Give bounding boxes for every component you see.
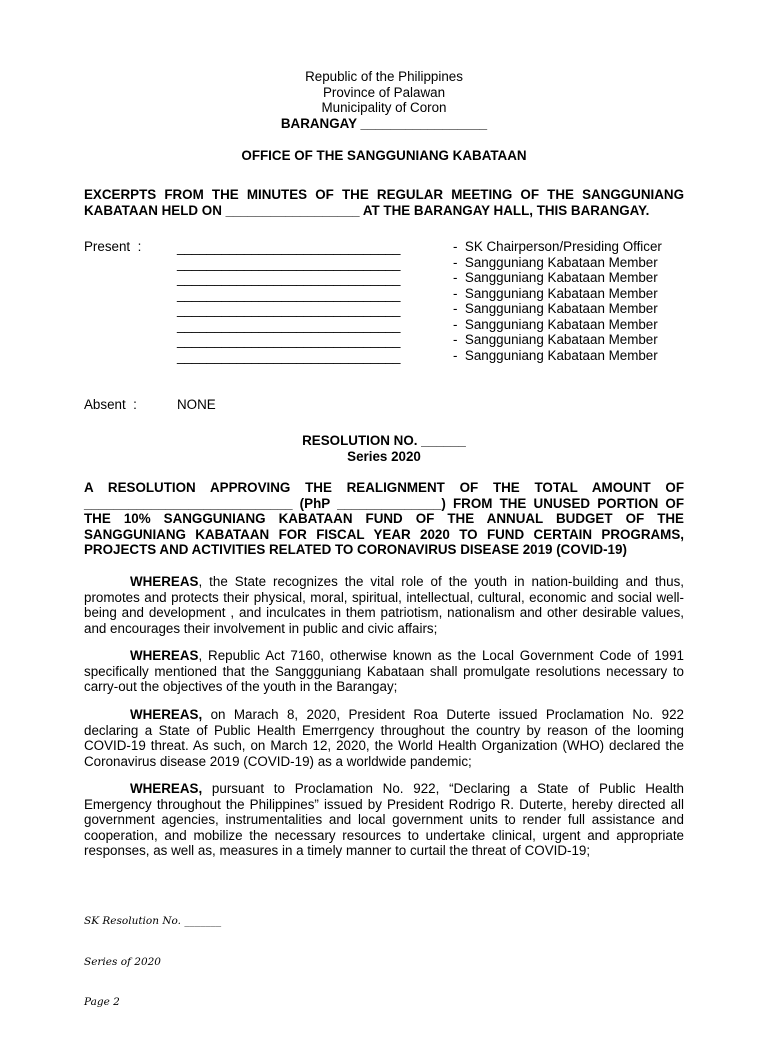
excerpt-heading: EXCERPTS FROM THE MINUTES OF THE REGULAR MEETING OF THE SANGGUNIANG KABATAAN HELD ON __________________ AT THE BARANGAY HALL, THIS BARANGAY. [84,187,684,218]
page-footer [84,888,221,1037]
header-barangay: BARANGAY _________________ [280,115,488,131]
office-title: OFFICE OF THE SANGGUNIANG KABATAAN [241,148,527,163]
present-role: - Sangguniang Kabataan Member [453,301,658,316]
footer-series: Series of 2020 [84,955,161,968]
present-signature-line: ______________________________ [177,256,401,271]
whereas-lead: WHEREAS, [130,707,203,722]
present-signature-line: ______________________________ [177,349,401,364]
whereas-clause [84,648,684,695]
whereas-text: pursuant to Proclamation No. 922, “Declaring a State of Public Health Emergency throughout the Philippines” issued by President Rodrigo R. Duterte, hereby directed all government agencies, instrumentalities and local government units to render full assistance and cooperation, and mobilize the necessary resources to undertake clinical, urgent and appropriate responses, as well as, measures in a timely manner to curtail the threat of COVID-19; [84,781,684,859]
whereas-text: on Marach 8, 2020, President Roa Duterte issued Proclamation No. 922 declaring a State of Public Health Emerrgency throughout the country by reason of the looming COVID-19 threat. As such, on March 12, 2020, the World Health Organization (WHO) declared the Coronavirus disease 2019 (COVID-19) as a worldwide pandemic; [84,707,684,769]
present-role: - Sangguniang Kabataan Member [453,286,658,301]
header-province: Province of Palawan [322,84,446,100]
present-signature-line: ______________________________ [177,287,401,302]
footer-resolution-no: SK Resolution No. _______ [84,915,222,927]
present-signature-line: ______________________________ [177,302,401,317]
resolution-title: A RESOLUTION APPROVING THE REALIGNMENT OF THE TOTAL AMOUNT OF ____________________________ (PhP ______________) FROM THE UNUSED PORTION OF THE 10% SANGGUNIANG KABATAAN FUND OF THE ANNUAL BUDGET OF THE SANGGUNIANG KABATAAN FOR FISCAL YEAR 2020 TO FUND CERTAIN PROGRAMS, PROJECTS AND ACTIVITIES RELATED TO CORONAVIRUS DISEASE 2019 (COVID-19) [84,480,684,558]
present-signature-line: ______________________________ [177,240,401,255]
whereas-text: , the State recognizes the vital role of the youth in nation-building and thus, promotes and protects their physical, moral, spiritual, intellectual, cultural, economic and social well-being and development , and inculcates in them patriotism, nationalism and other desirable values, and encourages their involvement in public and civic affairs; [84,574,684,636]
present-role: - SK Chairperson/Presiding Officer [453,239,662,254]
absent-label: Absent : [84,397,137,412]
present-role: - Sangguniang Kabataan Member [453,317,658,332]
header-block [84,69,684,131]
whereas-clause [84,707,684,769]
resolution-number: RESOLUTION NO. ______ [302,433,466,448]
whereas-text: , Republic Act 7160, otherwise known as the Local Government Code of 1991 specifically mentioned that the Sanggguniang Kabataan shall promulgate resolutions necessary to carry-out the objectives of the youth in the Barangay; [84,648,684,695]
absent-value: NONE [177,397,216,412]
present-signature-line: ______________________________ [177,333,401,348]
whereas-clause [84,781,684,859]
present-signature-line: ______________________________ [177,271,401,286]
present-label: Present : [84,239,142,254]
header-republic: Republic of the Philippines [305,69,463,84]
whereas-lead: WHEREAS [130,648,199,663]
present-role: - Sangguniang Kabataan Member [453,332,658,347]
present-role: - Sangguniang Kabataan Member [453,270,658,285]
footer-page: Page 2 [84,996,120,1008]
whereas-lead: WHEREAS, [130,781,203,796]
present-signature-line: ______________________________ [177,318,401,333]
present-role: - Sangguniang Kabataan Member [453,255,658,270]
header-municipality: Municipality of Coron [321,100,447,116]
whereas-clause [84,574,684,636]
whereas-lead: WHEREAS [130,574,199,589]
resolution-series: Series 2020 [347,449,421,464]
present-role: - Sangguniang Kabataan Member [453,348,658,363]
